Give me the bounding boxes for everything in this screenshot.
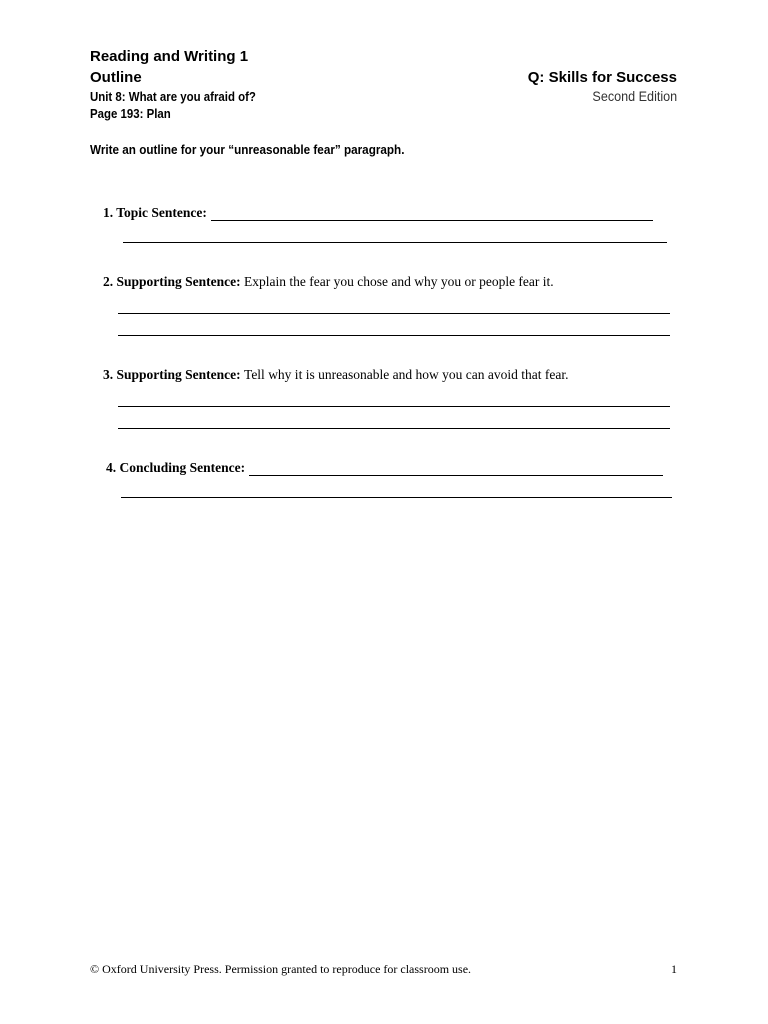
item-label: 1. Topic Sentence: (103, 205, 207, 220)
course-title: Reading and Writing 1 (90, 48, 249, 65)
answer-line[interactable] (118, 406, 670, 407)
answer-line[interactable] (211, 219, 653, 221)
section-title: Outline (90, 69, 142, 86)
answer-line[interactable] (121, 497, 672, 498)
instruction-text: Write an outline for your “unreasonable fear” paragraph. (90, 142, 405, 157)
item-prompt: Tell why it is unreasonable and how you can avoid that fear. (244, 367, 569, 382)
copyright-footer: © Oxford University Press. Permission granted to reproduce for classroom use. (90, 962, 472, 976)
outline-item-topic (103, 205, 653, 221)
outline-item-concluding (106, 460, 663, 476)
page-number: 1 (671, 962, 677, 976)
answer-line[interactable] (118, 428, 670, 429)
answer-line[interactable] (249, 474, 663, 476)
answer-line[interactable] (118, 313, 670, 314)
edition-label: Second Edition (592, 88, 677, 104)
brand-title: Q: Skills for Success (527, 69, 677, 86)
page-reference: Page 193: Plan (90, 106, 171, 121)
item-label: 3. Supporting Sentence: (103, 367, 241, 382)
item-label: 4. Concluding Sentence: (106, 460, 246, 475)
answer-line[interactable] (118, 335, 670, 336)
outline-item-support-2 (103, 367, 568, 383)
outline-item-support-1 (103, 274, 554, 290)
answer-line[interactable] (123, 242, 667, 243)
item-label: 2. Supporting Sentence: (103, 274, 241, 289)
unit-title: Unit 8: What are you afraid of? (90, 89, 256, 104)
item-prompt: Explain the fear you chose and why you or people fear it. (244, 274, 554, 289)
